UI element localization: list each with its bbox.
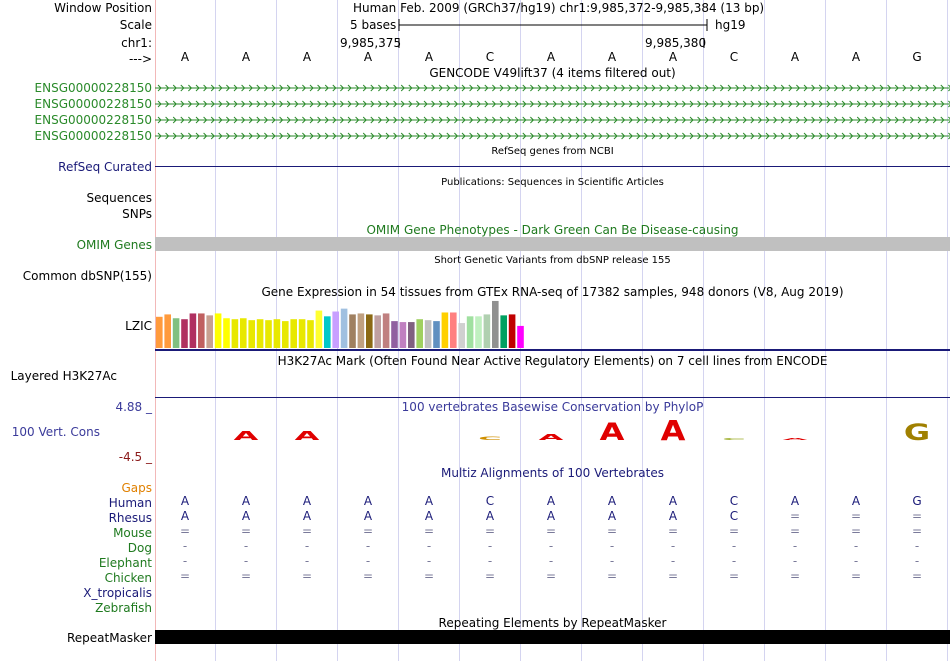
refseq-track-label[interactable]: RefSeq Curated	[58, 160, 152, 174]
alignment-base: -	[304, 554, 310, 568]
gtex-tissue-bar	[467, 316, 474, 348]
gtex-tissue-bar	[282, 321, 289, 348]
alignment-base: A	[424, 494, 434, 508]
window-position-label: Window Position	[54, 1, 152, 15]
alignment-base: -	[914, 539, 920, 553]
alignment-base: =	[423, 524, 435, 538]
species-label-zebrafish[interactable]: Zebrafish	[95, 601, 152, 615]
gtex-tissue-bar	[324, 316, 331, 348]
phylop-logo-letter: A	[294, 429, 320, 443]
phylop-logo-letter: A	[599, 420, 625, 446]
dna-base: A	[607, 50, 617, 64]
phylop-track-label[interactable]: 100 Vert. Cons	[11, 425, 100, 439]
gtex-tissue-bar	[265, 320, 272, 348]
phylop-min-label: -4.5 _	[118, 450, 152, 464]
species-label-rhesus[interactable]: Rhesus	[108, 511, 152, 525]
scale-label: Scale	[119, 18, 152, 32]
gtex-tissue-bar	[198, 313, 205, 348]
alignment-base: -	[365, 539, 371, 553]
h3k27ac-track-title: H3K27Ac Mark (Often Found Near Active Regulatory Elements) on 7 cell lines from ENCODE	[277, 354, 828, 368]
alignment-base: A	[485, 509, 495, 523]
alignment-base: -	[853, 554, 859, 568]
alignment-base: =	[789, 509, 801, 523]
alignment-base: A	[180, 509, 190, 523]
dna-base: C	[729, 50, 739, 64]
phylop-logo-letter: A	[538, 432, 564, 443]
gencode-item-label[interactable]: ENSG00000228150	[34, 97, 152, 111]
species-label-chicken[interactable]: Chicken	[104, 571, 152, 585]
gtex-tissue-bar	[341, 309, 348, 348]
gtex-tissue-bar	[517, 326, 524, 348]
repeatmasker-bar[interactable]	[155, 630, 950, 644]
scale-db-text: hg19	[715, 18, 746, 32]
gtex-tissue-bar	[475, 316, 482, 348]
alignment-base: =	[850, 509, 862, 523]
alignment-base: A	[790, 494, 800, 508]
publications-track-title: Publications: Sequences in Scientific Articles	[441, 177, 664, 188]
alignment-base: -	[609, 539, 615, 553]
alignment-base: -	[731, 554, 737, 568]
alignment-base: =	[911, 569, 923, 583]
gencode-item-label[interactable]: ENSG00000228150	[34, 129, 152, 143]
alignment-base: A	[302, 494, 312, 508]
alignment-base: A	[363, 494, 373, 508]
gtex-gene-label[interactable]: LZIC	[125, 319, 152, 333]
gtex-tissue-bar	[248, 320, 255, 348]
phylop-track-title: 100 vertebrates Basewise Conservation by PhyloP	[401, 400, 704, 414]
alignment-base: =	[850, 569, 862, 583]
alignment-base: =	[911, 524, 923, 538]
alignment-base: =	[240, 569, 252, 583]
repeatmasker-track-label[interactable]: RepeatMasker	[66, 631, 152, 645]
scale-bases-text: 5 bases	[350, 18, 397, 32]
gtex-tissue-bar	[391, 321, 398, 348]
alignment-base: -	[609, 554, 615, 568]
alignment-base: A	[668, 509, 678, 523]
phylop-logo-letter: A	[782, 437, 808, 441]
dna-base: A	[424, 50, 434, 64]
alignment-base: =	[789, 569, 801, 583]
alignment-base: A	[302, 509, 312, 523]
alignment-base: -	[792, 554, 798, 568]
alignment-base: =	[240, 524, 252, 538]
alignment-base: =	[179, 569, 191, 583]
repeatmasker-track-title: Repeating Elements by RepeatMasker	[438, 616, 667, 630]
dna-base: A	[668, 50, 678, 64]
dna-base: A	[180, 50, 190, 64]
gtex-tissue-bar	[332, 312, 339, 348]
dbsnp-track-title: Short Genetic Variants from dbSNP release 155	[434, 255, 671, 266]
gtex-tissue-bar	[181, 319, 188, 348]
alignment-base: G	[912, 494, 922, 508]
gtex-tissue-bar	[173, 318, 180, 348]
sequences-track-label[interactable]: Sequences	[86, 191, 152, 205]
alignment-base: -	[914, 554, 920, 568]
alignment-base: =	[423, 569, 435, 583]
coord-right: 9,985,380	[645, 36, 707, 50]
gencode-item-label[interactable]: ENSG00000228150	[34, 81, 152, 95]
gtex-tissue-bar	[274, 319, 281, 348]
alignment-base: A	[241, 494, 251, 508]
omim-track-label[interactable]: OMIM Genes	[76, 238, 152, 252]
refseq-line	[155, 166, 950, 167]
phylop-max-label: 4.88 _	[115, 400, 152, 414]
dna-base: C	[485, 50, 495, 64]
coord-ticks	[155, 30, 950, 50]
gtex-tissue-bar	[206, 315, 213, 348]
species-label-mouse[interactable]: Mouse	[113, 526, 152, 540]
alignment-base: A	[546, 494, 556, 508]
assembly-position-text: Human Feb. 2009 (GRCh37/hg19) chr1:9,985,372-9,985,384 (13 bp)	[353, 1, 765, 15]
gtex-tissue-bar	[164, 314, 171, 348]
alignment-base: =	[667, 569, 679, 583]
gtex-tissue-bar	[492, 301, 499, 348]
gtex-track-title: Gene Expression in 54 tissues from GTEx RNA-seq of 17382 samples, 948 donors (V8, Aug 2019)	[261, 285, 844, 299]
species-label-human[interactable]: Human	[108, 496, 152, 510]
h3k27ac-track-label[interactable]: Layered H3K27Ac	[10, 369, 117, 383]
gencode-item-label[interactable]: ENSG00000228150	[34, 113, 152, 127]
gtex-tissue-bar	[240, 318, 247, 348]
alignment-base: -	[243, 539, 249, 553]
alignment-base: -	[426, 554, 432, 568]
alignment-base: =	[606, 569, 618, 583]
gtex-tissue-bar	[316, 311, 323, 348]
alignment-base: =	[484, 569, 496, 583]
alignment-base: -	[548, 554, 554, 568]
gtex-tissue-bar	[358, 313, 365, 348]
alignment-base: -	[731, 539, 737, 553]
alignment-base: A	[851, 494, 861, 508]
refseq-track-title: RefSeq genes from NCBI	[491, 146, 614, 157]
gtex-baseline	[155, 349, 950, 351]
dna-base: A	[546, 50, 556, 64]
gtex-tissue-bar	[400, 322, 407, 348]
alignment-base: =	[789, 524, 801, 538]
multiz-track-title: Multiz Alignments of 100 Vertebrates	[440, 466, 665, 480]
alignment-base: =	[850, 524, 862, 538]
omim-track-title: OMIM Gene Phenotypes - Dark Green Can Be Disease-causing	[366, 223, 739, 237]
alignment-base: C	[485, 494, 495, 508]
alignment-base: -	[670, 554, 676, 568]
gtex-tissue-bar	[509, 314, 516, 348]
alignment-base: A	[607, 494, 617, 508]
coord-left: 9,985,375	[340, 36, 402, 50]
alignment-base: =	[362, 524, 374, 538]
alignment-base: =	[484, 524, 496, 538]
alignment-base: -	[243, 554, 249, 568]
gtex-tissue-bar	[156, 317, 163, 348]
alignment-base: =	[728, 569, 740, 583]
gtex-tissue-bar	[223, 318, 230, 348]
alignment-base: A	[180, 494, 190, 508]
gencode-transcripts[interactable]	[155, 80, 950, 142]
snps-track-label[interactable]: SNPs	[122, 207, 152, 221]
alignment-base: =	[179, 524, 191, 538]
phylop-logo-letter: C	[722, 437, 746, 441]
phylop-logo-letter: C	[478, 436, 502, 442]
alignment-base: =	[545, 569, 557, 583]
species-label-elephant[interactable]: Elephant	[98, 556, 152, 570]
species-label-dog[interactable]: Dog	[127, 541, 152, 555]
dna-base: A	[790, 50, 800, 64]
alignment-base: =	[728, 524, 740, 538]
dna-base: A	[241, 50, 251, 64]
alignment-base: -	[792, 539, 798, 553]
gtex-tissue-bar	[442, 312, 449, 348]
track-labels	[0, 0, 155, 661]
alignment-base: =	[545, 524, 557, 538]
alignment-base: -	[304, 539, 310, 553]
phylop-logo-letter: A	[233, 429, 259, 443]
alignment-base: -	[487, 539, 493, 553]
multiz-gaps-label: Gaps	[121, 481, 152, 495]
alignment-base: -	[426, 539, 432, 553]
phylop-logo-letter: A	[660, 420, 686, 448]
gtex-tissue-bar	[433, 321, 440, 348]
gtex-tissue-bar	[349, 314, 356, 348]
gtex-tissue-bar	[299, 319, 306, 348]
alignment-base: -	[548, 539, 554, 553]
alignment-base: A	[363, 509, 373, 523]
gtex-tissue-bar	[416, 319, 423, 348]
alignment-base: =	[667, 524, 679, 538]
gtex-tissue-bar	[190, 313, 197, 348]
gtex-tissue-bar	[374, 315, 381, 348]
alignment-base: C	[729, 509, 739, 523]
alignment-base: -	[670, 539, 676, 553]
phylop-logo[interactable]	[155, 420, 950, 460]
dna-base: A	[363, 50, 373, 64]
omim-bar[interactable]	[155, 237, 950, 251]
gencode-track-title: GENCODE V49lift37 (4 items filtered out)	[429, 66, 676, 80]
dna-base: A	[851, 50, 861, 64]
dna-base: A	[302, 50, 312, 64]
dna-base: G	[912, 50, 922, 64]
alignment-base: A	[607, 509, 617, 523]
gtex-tissue-bar	[458, 323, 465, 348]
gtex-tissue-bar	[500, 315, 507, 348]
gtex-tissue-bar	[484, 314, 491, 348]
alignment-base: A	[668, 494, 678, 508]
gtex-tissue-bar	[450, 312, 457, 348]
alignment-base: =	[301, 569, 313, 583]
alignment-base: =	[606, 524, 618, 538]
alignment-base: -	[487, 554, 493, 568]
dbsnp-track-label[interactable]: Common dbSNP(155)	[22, 269, 152, 283]
gtex-tissue-bar	[366, 314, 373, 348]
alignment-base: -	[853, 539, 859, 553]
alignment-base: =	[911, 509, 923, 523]
gtex-tissue-bar	[383, 313, 390, 348]
gtex-tissue-bar	[232, 319, 239, 348]
alignment-base: A	[424, 509, 434, 523]
alignment-base: -	[365, 554, 371, 568]
alignment-base: C	[729, 494, 739, 508]
tracks-panel[interactable]	[155, 0, 950, 661]
h3k27ac-bottom-line	[155, 397, 950, 398]
alignment-base: -	[182, 554, 188, 568]
alignment-base: A	[241, 509, 251, 523]
gtex-tissue-bar	[425, 320, 432, 348]
alignment-base: -	[182, 539, 188, 553]
phylop-logo-letter: G	[903, 420, 931, 446]
alignment-base: =	[362, 569, 374, 583]
chrom-label: chr1:	[121, 36, 152, 50]
species-label-xtropicalis[interactable]: X_tropicalis	[83, 586, 152, 600]
strand-label: --->	[128, 52, 152, 66]
gtex-tissue-bar	[257, 319, 264, 348]
gtex-tissue-bar	[307, 320, 314, 348]
gtex-tissue-bar	[408, 322, 415, 348]
gtex-tissue-bar	[290, 319, 297, 348]
gtex-tissue-bar	[215, 313, 222, 348]
alignment-base: A	[546, 509, 556, 523]
gtex-bar-chart[interactable]	[155, 300, 555, 350]
alignment-base: =	[301, 524, 313, 538]
